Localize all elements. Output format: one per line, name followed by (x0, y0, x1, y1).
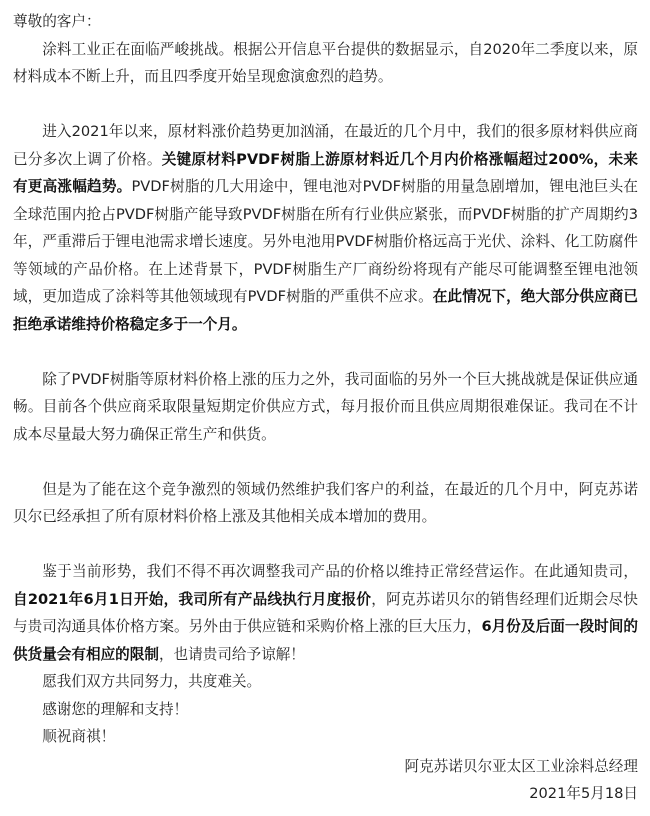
closing-line: 愿我们双方共同努力，共度难关。 (42, 673, 262, 690)
paragraph-costs: 但是为了能在这个竞争激烈的领域仍然维护我们客户的利益，在最近的几个月中，阿克苏诺贝尔已经承担了所有原材料价格上涨及其他相关成本增加的费用。 (13, 480, 638, 525)
text: 进入2021年以来，原材料涨价趋势更加汹涌，在最近的几个月中，我们的很多原材料供应商已分多次上调了价格。 (13, 123, 638, 168)
text: ，也请贵司给予谅解！ (158, 645, 305, 663)
paragraph-supply: 除了PVDF树脂等原材料价格上涨的压力之外，我司面临的另外一个巨大挑战就是保证供应通畅。目前各个供应商采取限量短期定价供应方式，每月报价而且供应周期很难保证。我司在不计成本尽量最大努力确保正常生产和供货。 (13, 370, 638, 443)
text: 鉴于当前形势，我们不得不再次调整我司产品的价格以维持正常经营运作。在此通知贵司， (42, 563, 638, 580)
text: ，阿克苏诺贝尔的销售经理们近期会尽快与贵司沟通具体价格方案。另外由于供应链和采购价格上涨的巨大压力， (13, 590, 638, 635)
bold-text: 6月份及后面一段时间的供货量会有相应的限制 (13, 618, 638, 663)
bold-text: 在此情况下，绝大部分供应商已拒绝承诺维持价格稳定多于一个月。 (13, 288, 638, 333)
bold-text: 关键原材料PVDF树脂上游原材料近几个月内价格涨幅超过200%，未来有更高涨幅趋势。 (13, 150, 638, 195)
closing-line: 顺祝商祺！ (42, 728, 116, 745)
paragraph-notice (13, 558, 638, 668)
greeting: 尊敬的客户： (13, 13, 101, 30)
text: PVDF树脂的几大用途中，锂电池对PVDF树脂的用量急剧增加，锂电池巨头在全球范围内抢占PVDF树脂产能导致PVDF树脂在所有行业供应紧张，而PVDF树脂的扩产周期约3年，严重滞后于锂电池需求增长速度。另外电池用PVDF树脂价格远高于光伏、涂料、化工防腐件等领域的产品价格。在上述背景下，PVDF树脂生产厂商纷纷将现有产能尽可能调整至锂电池领域，更加造成了涂料等其他领域现有PVDF树脂的严重供不应求。 (13, 178, 638, 305)
closing-line: 感谢您的理解和支持！ (42, 700, 189, 718)
signature: 阿克苏诺贝尔亚太区工业涂料总经理 (404, 757, 638, 775)
bold-text: 自2021年6月1日开始，我司所有产品线执行月度报价 (13, 590, 372, 608)
paragraph-challenge: 涂料工业正在面临严峻挑战。根据公开信息平台提供的数据显示，自2020年二季度以来，原材料成本不断上升，而且四季度开始呈现愈演愈烈的趋势。 (13, 40, 638, 85)
paragraph-pvdf (13, 118, 638, 338)
date: 2021年5月18日 (529, 785, 638, 802)
